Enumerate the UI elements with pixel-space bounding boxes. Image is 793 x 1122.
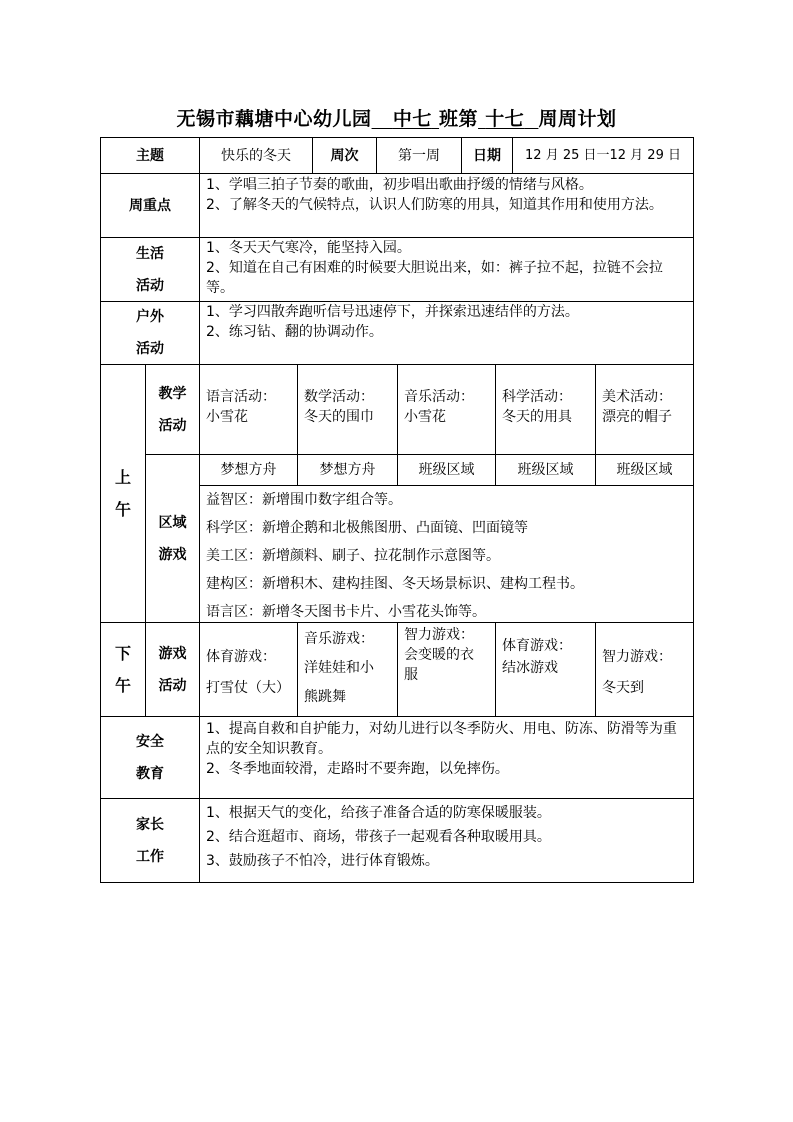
weekly-focus-content: [200, 174, 693, 237]
week-value: 第一周: [398, 147, 440, 164]
game-activity-cell: 体育游戏： 打雪仗（大）: [206, 649, 290, 696]
teaching-activity-cell: 音乐活动： 小雪花: [404, 389, 474, 425]
outdoor-activity-label: 户外 活动: [136, 309, 164, 357]
parents-work-item: 3、鼓励孩子不怕冷，进行体育锻炼。: [206, 853, 439, 869]
school-name: 无锡市藕塘中心幼儿园: [176, 108, 372, 130]
life-activity-label: 生活 活动: [136, 245, 164, 294]
page-title: [0, 104, 793, 131]
game-activity-cell: 智力游戏： 会变暖的衣 服: [404, 627, 474, 683]
area-game-item: 语言区：新增冬天图书卡片、小雪花头饰等。: [206, 604, 486, 620]
area-game-item: 益智区：新增围巾数字组合等。: [206, 492, 402, 508]
date-value: 12 月 25 日一12 月 29 日: [525, 147, 681, 163]
game-activity-cell: 体育游戏： 结冰游戏: [502, 638, 572, 676]
area-name: 班级区域: [418, 462, 475, 478]
teaching-activity-cell: 美术活动： 漂亮的帽子: [602, 389, 672, 425]
teaching-activity-cell: 数学活动： 冬天的围巾: [304, 389, 374, 425]
week-label: 周次: [330, 147, 359, 164]
date-label: 日期: [473, 147, 501, 164]
teaching-label: 教学 活动: [158, 385, 187, 434]
parents-work-item: 1、根据天气的变化，给孩子准备合适的防寒保暖服装。: [206, 805, 551, 821]
game-activity-label: 游戏 活动: [158, 645, 187, 694]
weekly-plan-table: [100, 137, 694, 883]
morning-label: 上 午: [114, 467, 131, 519]
area-name: 班级区域: [616, 462, 673, 478]
safety-label: 安全 教育: [136, 733, 164, 782]
parents-work-item: 2、结合逛超市、商场，带孩子一起观看各种取暖用具。: [206, 829, 551, 845]
week-number: 十七: [485, 108, 525, 130]
title-suffix: 周周计划: [538, 108, 617, 130]
title-mid: 班第: [439, 108, 479, 130]
outdoor-activity-content: [200, 302, 693, 364]
parents-work-content: [200, 799, 693, 882]
life-activity-item: 1、冬天天气寒冷，能坚持入园。: [206, 240, 411, 256]
area-game-item: 科学区：新增企鹅和北极熊图册、凸面镜、凹面镜等: [206, 520, 528, 536]
life-activity-content: [200, 238, 693, 301]
class-name: 中七: [392, 108, 432, 130]
life-activity-item: 2、知道在自己有困难的时候要大胆说出来，如：裤子拉不起，拉链不会拉等。: [206, 260, 663, 296]
weekly-focus-item: 1、学唱三拍子节奏的歌曲，初步唱出歌曲抒缓的情绪与风格。: [206, 177, 593, 193]
area-name: 班级区域: [517, 462, 574, 478]
area-game-item: 建构区：新增积木、建构挂图、冬天场景标识、建构工程书。: [206, 576, 584, 592]
theme-value: 快乐的冬天: [221, 147, 291, 164]
area-game-content: [200, 486, 693, 622]
weekly-focus-item: 2、了解冬天的气候特点，认识人们防寒的用具，知道其作用和使用方法。: [206, 197, 663, 213]
outdoor-activity-item: 2、练习钻、翻的协调动作。: [206, 324, 383, 340]
afternoon-label: 下 午: [114, 643, 131, 695]
safety-content: [200, 717, 693, 798]
teaching-activity-cell: 语言活动： 小雪花: [206, 389, 276, 425]
teaching-activity-cell: 科学活动： 冬天的用具: [502, 389, 572, 425]
theme-label: 主题: [136, 147, 164, 164]
safety-item: 2、冬季地面较滑，走路时不要奔跑，以免摔伤。: [206, 761, 509, 777]
area-name: 梦想方舟: [319, 462, 376, 478]
game-activity-cell: 智力游戏： 冬天到: [602, 649, 672, 696]
safety-item: 1、提高自救和自护能力，对幼儿进行以冬季防火、用电、防冻、防滑等为重点的安全知识教育。: [206, 721, 677, 757]
weekly-focus-label: 周重点: [129, 197, 171, 214]
game-activity-cell: 音乐游戏： 洋娃娃和小 熊跳舞: [304, 631, 374, 705]
area-game-label: 区域 游戏: [158, 514, 187, 563]
area-name: 梦想方舟: [220, 462, 277, 478]
outdoor-activity-item: 1、学习四散奔跑听信号迅速停下，并探索迅速结伴的方法。: [206, 304, 579, 320]
area-game-item: 美工区：新增颜料、刷子、拉花制作示意图等。: [206, 548, 500, 564]
parents-work-label: 家长 工作: [136, 816, 164, 865]
